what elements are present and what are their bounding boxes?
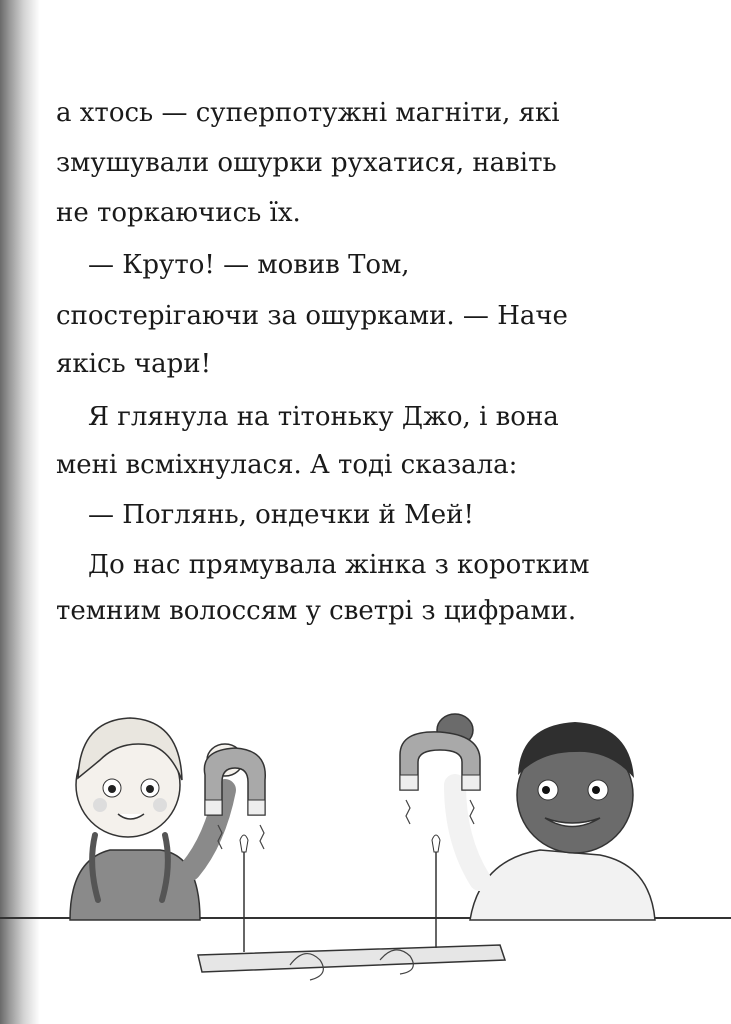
text-line: спостерігаючи за ошурками. — Наче xyxy=(56,301,568,331)
text-line: Я глянула на тітоньку Джо, і вона xyxy=(88,402,559,432)
text-line: а хтось — суперпотужні магніти, які xyxy=(56,98,560,128)
text-line: якісь чари! xyxy=(56,349,212,379)
text-line: мені всміхнулася. А тоді сказала: xyxy=(56,450,518,480)
text-line: не торкаючись їх. xyxy=(56,198,301,228)
girl-figure xyxy=(70,718,265,920)
text-line: темним волоссям у светрі з цифрами. xyxy=(56,596,577,626)
text-line: До нас прямувала жінка з коротким xyxy=(88,550,590,580)
boy-figure xyxy=(400,714,655,920)
text-line: — Поглянь, ондечки й Мей! xyxy=(88,500,474,530)
text-line: змушували ошурки рухатися, навіть xyxy=(56,148,557,178)
children-with-magnets-illustration xyxy=(0,690,731,1024)
text-line: — Круто! — мовив Том, xyxy=(88,250,410,280)
